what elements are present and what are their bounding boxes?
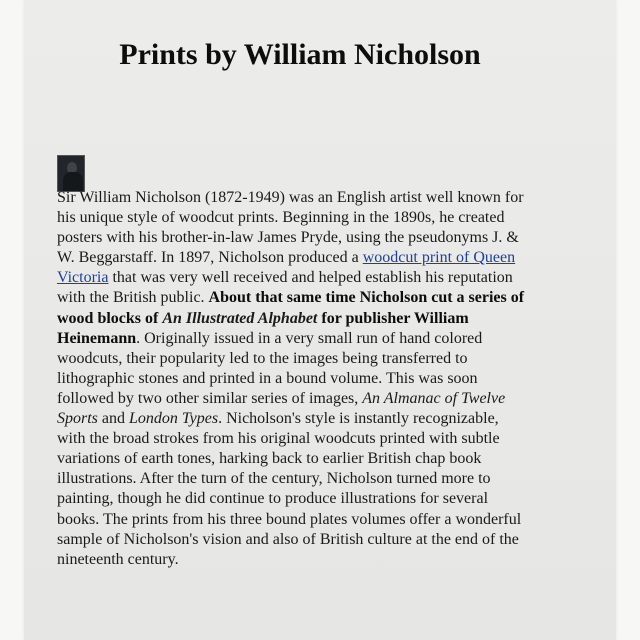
bold-text-run: Heinemann <box>57 329 137 347</box>
queen-victoria-print-link[interactable]: woodcut print of Queen <box>362 249 516 267</box>
text-run: books. The prints from his three bound plates volumes offer a wonderful <box>57 510 522 528</box>
paragraph-line <box>57 389 524 409</box>
paragraph-line <box>57 309 524 329</box>
paragraph-line <box>57 469 524 489</box>
paragraph-line <box>57 188 524 208</box>
portrait-thumbnail-icon[interactable] <box>57 155 85 192</box>
italic-title: Sports <box>57 410 98 428</box>
paragraph-line <box>57 248 524 268</box>
text-run: and <box>97 410 130 428</box>
paragraph-line <box>57 449 524 469</box>
text-run: . Originally issued in a very small run of hand colored <box>136 329 483 347</box>
text-run: followed by two other similar series of images, <box>57 389 363 407</box>
text-run: variations of earth tones, harking back to earlier British chap book <box>57 450 482 468</box>
text-run: Sir William Nicholson (1872-1949) was an English artist well known for <box>57 189 524 206</box>
paragraph-line <box>57 228 524 248</box>
paragraph-line <box>57 329 524 349</box>
queen-victoria-print-link[interactable]: Victoria <box>57 269 109 287</box>
paragraph-line <box>57 530 524 550</box>
biography-paragraph <box>57 188 524 570</box>
paragraph-line <box>57 288 524 308</box>
paragraph-line <box>57 409 524 429</box>
bold-text-run: About that same time Nicholson cut a series of <box>208 289 525 307</box>
paragraph-line <box>57 369 524 389</box>
text-run: that was very well received and helped establish his reputation <box>108 269 513 287</box>
paragraph-line <box>57 489 524 509</box>
page-title: Prints by William Nicholson <box>119 38 481 71</box>
text-run: painting, though he did continue to produce illustrations for several <box>57 490 489 508</box>
text-run: posters with his brother-in-law James Pryde, using the pseudonyms J. & <box>57 229 519 247</box>
paragraph-line <box>57 510 524 530</box>
paragraph-line <box>57 268 524 288</box>
italic-title: An Almanac of Twelve <box>362 389 506 407</box>
text-run: with the broad strokes from his original woodcuts printed with subtle <box>57 430 500 448</box>
text-run: . Nicholson's style is instantly recognizable, <box>218 410 499 428</box>
bold-italic-title: An Illustrated Alphabet <box>162 309 318 327</box>
text-run: illustrations. After the turn of the century, Nicholson turned more to <box>57 470 491 488</box>
text-run: sample of Nicholson's vision and also of British culture at the end of the <box>57 530 519 548</box>
text-run: W. Beggarstaff. In 1897, Nicholson produced a <box>57 249 363 267</box>
text-run: woodcuts, their popularity led to the images being transferred to <box>57 349 468 367</box>
bold-text-run: wood blocks of <box>57 309 163 327</box>
paragraph-line <box>57 429 524 449</box>
text-run: his unique style of woodcut prints. Beginning in the 1890s, he created <box>57 209 505 227</box>
text-run: lithographic stones and printed in a bound volume. This was soon <box>57 369 478 387</box>
paragraph-line <box>57 349 524 369</box>
text-run: nineteenth century. <box>57 550 179 568</box>
bold-text-run: for publisher William <box>317 309 469 327</box>
paragraph-line <box>57 208 524 228</box>
text-run: with the British public. <box>57 289 209 307</box>
italic-title: London Types <box>129 410 219 428</box>
paragraph-line <box>57 550 524 570</box>
